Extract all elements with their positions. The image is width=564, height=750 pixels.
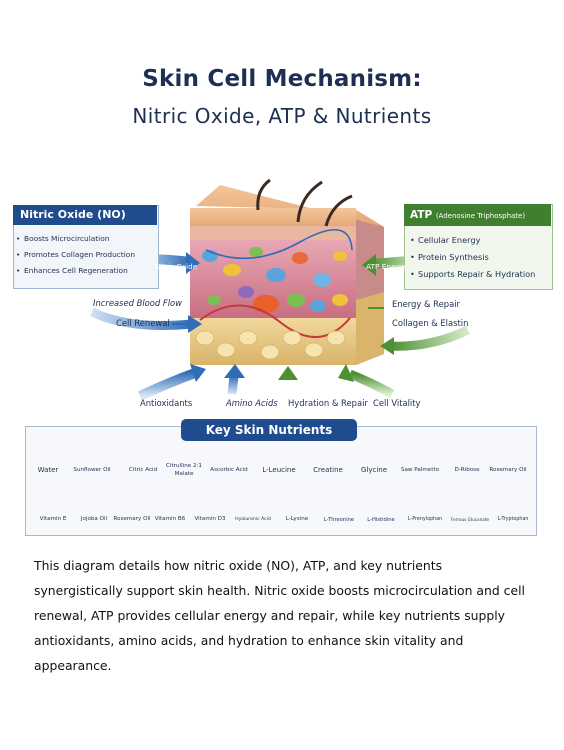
- nutrient-label: Jojoba Oil: [80, 516, 108, 522]
- nutrient-label: Water: [37, 466, 59, 474]
- nutrient-label: D-Ribose: [454, 467, 480, 473]
- atp-heading: ATP (Adenosine Triphosphate): [404, 204, 551, 226]
- atp-energy-label: ATP Energy: [366, 262, 408, 271]
- nutrient-label: Rosemary Oil: [113, 516, 151, 522]
- nutrient-label: Saw Palmetto: [400, 467, 440, 473]
- skin-block: [190, 180, 384, 365]
- page-subtitle: Nitric Oxide, ATP & Nutrients: [132, 104, 432, 128]
- list-item: • Protein Synthesis: [410, 252, 489, 262]
- arrow-antioxidants: [140, 364, 206, 396]
- atp-heading-sub: (Adenosine Triphosphate): [435, 212, 526, 220]
- nutrient-label: L-Threonine: [323, 517, 355, 523]
- nutrient-label: Hyaluronic Acid: [235, 517, 271, 522]
- energy-repair-label: Energy & Repair: [392, 299, 460, 309]
- nutrient-label: Sunflower Oil: [73, 467, 111, 473]
- arrow-collagen: [380, 330, 468, 355]
- nutrients-heading: Key Skin Nutrients: [181, 419, 357, 441]
- nutrient-label: L-Prenylophan: [407, 517, 443, 522]
- nutrient-label: Vitamin D3: [194, 516, 226, 522]
- nutrient-label: L-Lysine: [285, 516, 309, 522]
- no-skin-label: Nitric Oxide (NO): [154, 262, 198, 280]
- arrow-hydration: [278, 366, 298, 396]
- nutrient-label: L-Histidine: [367, 517, 395, 523]
- antioxidants-label: Antioxidants: [140, 398, 193, 408]
- nutrient-label: L-Leucine: [262, 466, 296, 474]
- nutrient-label: Citric Acid: [128, 467, 158, 473]
- nutrient-label: Glycine: [360, 466, 388, 474]
- collagen-elastin-label: Collagen & Elastin: [392, 318, 469, 328]
- caption-paragraph: This diagram details how nitric oxide (NO), ATP, and key nutrients synergistically support skin health. Nitric oxide boosts microcirculation and cell renewal, ATP provides cellular energy and repair, while key nutrients supply antioxidants, amino acids, and hydration to enhance skin vitality and appearance.: [34, 558, 525, 673]
- list-item: • Promotes Collagen Production: [16, 250, 135, 259]
- atp-list: [410, 232, 560, 283]
- arrow-amino: [224, 364, 245, 394]
- nutrient-label: Creatine: [313, 466, 343, 474]
- page-title: Skin Cell Mechanism:: [142, 66, 422, 92]
- nutrient-label: Vitamin B6: [154, 516, 186, 522]
- nitric-oxide-list: [16, 231, 166, 279]
- cell-renewal-label: Cell Renewal: [116, 318, 170, 328]
- nutrient-label: Citrulline 2:1 Malate: [166, 463, 202, 477]
- nutrient-label: Ferrous Gluconate: [450, 517, 490, 522]
- cell-vitality-label: Cell Vitality: [373, 398, 421, 408]
- hydration-repair-label: Hydration & Repair: [288, 398, 368, 408]
- list-item: • Cellular Energy: [410, 235, 481, 245]
- list-item: • Enhances Cell Regeneration: [16, 266, 128, 275]
- increased-blood-flow-label: Increased Blood Flow: [93, 298, 183, 308]
- list-item: • Boosts Microcirculation: [16, 234, 110, 243]
- nutrient-label: Vitamin E: [39, 516, 67, 522]
- nutrient-label: Rosemary Oil: [489, 467, 527, 473]
- nutrient-label: Ascorbic Acid: [210, 467, 248, 473]
- arrow-vitality: [338, 364, 392, 394]
- list-item: • Supports Repair & Hydration: [410, 269, 536, 279]
- amino-acids-label: Amino Acids: [226, 398, 278, 408]
- nutrient-label: L-Tryptophan: [497, 517, 529, 522]
- nitric-oxide-heading: Nitric Oxide (NO): [13, 205, 157, 225]
